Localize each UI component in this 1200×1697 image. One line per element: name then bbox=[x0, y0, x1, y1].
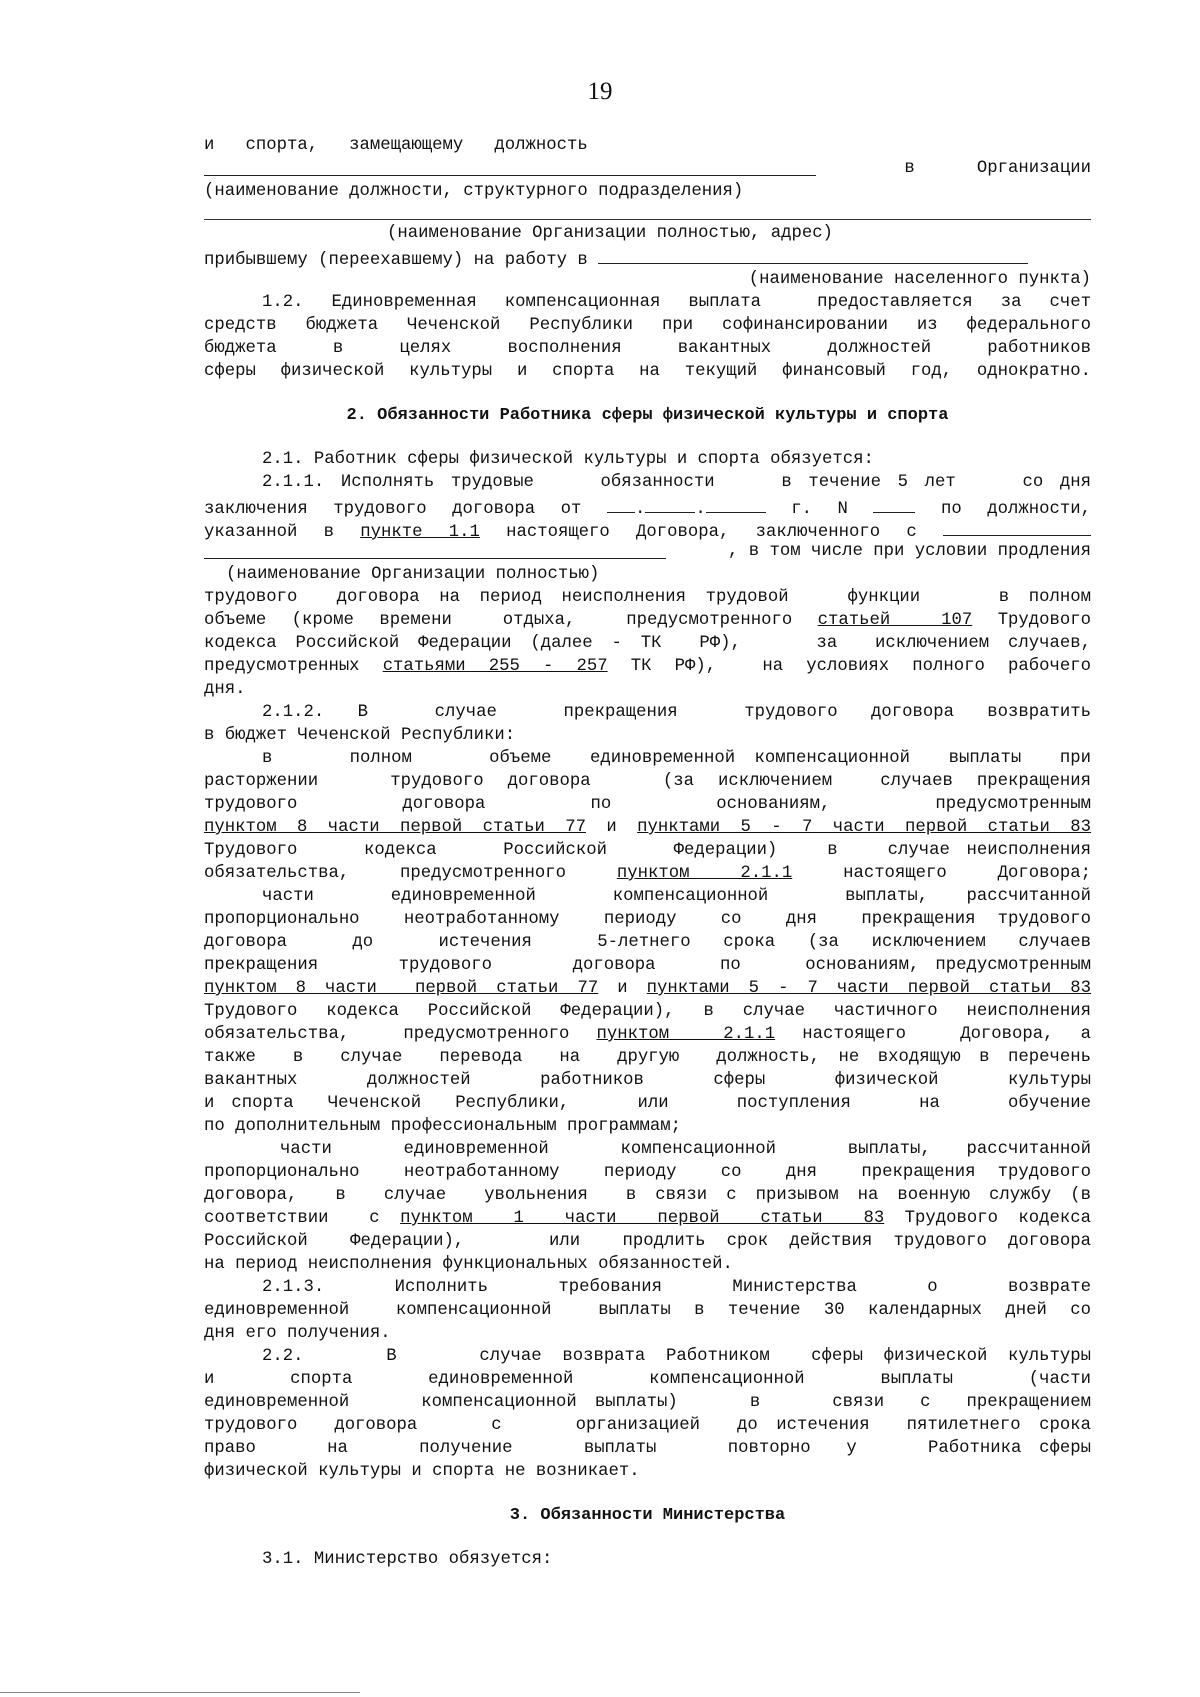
s2-line bbox=[204, 1207, 1091, 1230]
page-number: 19 bbox=[587, 78, 613, 105]
s3-line: 3.1. Министерство обязуется: bbox=[262, 1550, 553, 1569]
link-article-83[interactable]: пунктами 5 - 7 части первой статьи 83 bbox=[637, 818, 1092, 837]
s2-line: пропорционально неотработанному периоду со дня прекращения трудового bbox=[204, 1163, 1091, 1182]
fill-blank-position bbox=[204, 157, 816, 176]
s2-line: трудового договора на период неисполнения трудовой функции в полном bbox=[204, 588, 1091, 607]
header-line-6: (наименование населенного пункта) bbox=[748, 270, 1091, 289]
fill-blank-year bbox=[706, 494, 766, 513]
fill-blank-month bbox=[645, 494, 695, 513]
p1-2-line: сферы физической культуры и спорта на текущий финансовый год, однократно. bbox=[204, 362, 1091, 381]
link-article-77[interactable]: пунктом 8 части первой статьи 77 bbox=[204, 979, 599, 998]
fill-blank-organization bbox=[204, 219, 1091, 220]
s2-line-text: обязательства, предусмотренного bbox=[204, 1025, 570, 1044]
s2-line: дня. bbox=[204, 680, 246, 699]
s2-line: части единовременной компенсационной выплаты, рассчитанной bbox=[262, 887, 1091, 906]
s2-line: 2.1.1. Исполнять трудовые обязанности в течение 5 лет со дня bbox=[262, 473, 1091, 492]
header-line-2-tail: в Организации bbox=[904, 159, 1091, 178]
s2-line: физической культуры и спорта не возникает. bbox=[204, 1462, 640, 1481]
s2-line bbox=[204, 609, 1091, 632]
s2-line: пропорционально неотработанному периоду со дня прекращения трудового bbox=[204, 910, 1091, 929]
s2-line: и спорта единовременной компенсационной выплаты (части bbox=[204, 1370, 1091, 1389]
footnote-rule bbox=[0, 1692, 360, 1693]
s2-line-text: и bbox=[606, 818, 617, 837]
s2-line-text: Трудового кодекса bbox=[904, 1209, 1091, 1228]
s2-line: вакантных должностей работников сферы физической культуры bbox=[204, 1071, 1091, 1090]
p1-2-line: средств бюджета Чеченской Республики при софинансировании из федерального bbox=[204, 316, 1091, 335]
link-article-107[interactable]: статьей 107 bbox=[817, 611, 973, 630]
s2-line: право на получение выплаты повторно у Работника сферы bbox=[204, 1439, 1091, 1458]
s2-line-text: объеме (кроме времени отдыха, предусмотренного bbox=[204, 611, 793, 630]
s2-line: также в случае перевода на другую должность, не входящую в перечень bbox=[204, 1048, 1091, 1067]
s2-line-text: и bbox=[617, 979, 628, 998]
s2-line bbox=[204, 540, 1091, 563]
fill-blank-number bbox=[873, 494, 915, 513]
header-line-5 bbox=[204, 245, 1091, 268]
header-line-4: (наименование Организации полностью, адрес) bbox=[387, 224, 833, 243]
s2-line-text: г. N bbox=[791, 500, 848, 519]
link-article-83-part-1[interactable]: пунктом 1 части первой статьи 83 bbox=[400, 1209, 885, 1228]
s2-line: в бюджет Чеченской Республики: bbox=[204, 726, 516, 745]
s2-line: Трудового кодекса Российской Федерации) в случае неисполнения bbox=[204, 841, 1091, 860]
s2-line-text: обязательства, предусмотренного bbox=[204, 864, 566, 883]
s2-line bbox=[204, 655, 1091, 678]
s2-line: Трудового кодекса Российской Федерации), в случае частичного неисполнения bbox=[204, 1002, 1091, 1021]
s2-line: договора до истечения 5-летнего срока (за исключением случаев bbox=[204, 933, 1091, 952]
s2-line bbox=[204, 816, 1091, 839]
s2-line: договора, в случае увольнения в связи с призывом на военную службу (в bbox=[204, 1186, 1091, 1205]
s2-line: в полном объеме единовременной компенсационной выплаты при bbox=[262, 749, 1091, 768]
fill-blank-day bbox=[607, 494, 635, 513]
p1-2-line: 1.2. Единовременная компенсационная выплата предоставляется за счет bbox=[262, 293, 1091, 312]
s2-line-text: указанной в bbox=[204, 523, 334, 542]
s2-line: заключения трудового договора от . . г. N по должности, bbox=[204, 494, 1091, 517]
s2-line: 2.1. Работник сферы физической культуры и спорта обязуется: bbox=[262, 450, 874, 469]
s2-line: дня его получения. bbox=[204, 1324, 391, 1343]
s2-line-text: , в том числе при условии продления bbox=[728, 542, 1091, 561]
s2-line: Российской Федерации), или продлить срок действия трудового договора bbox=[204, 1232, 1091, 1251]
section-2-title: 2. Обязанности Работника сферы физической культуры и спорта bbox=[346, 406, 949, 425]
s2-line: на период неисполнения функциональных обязанностей. bbox=[204, 1255, 733, 1274]
s2-line-text: соответствии с bbox=[204, 1209, 380, 1228]
s2-line: (наименование Организации полностью) bbox=[226, 565, 600, 584]
s2-line-text: настоящего Договора, а bbox=[802, 1025, 1092, 1044]
s2-line: части единовременной компенсационной выплаты, рассчитанной bbox=[280, 1140, 1091, 1159]
p1-2-line: бюджета в целях восполнения вакантных должностей работников bbox=[204, 339, 1091, 358]
s2-line: 2.1.2. В случае прекращения трудового договора возвратить bbox=[262, 703, 1091, 722]
header-line-1: и спорта, замещающему должность bbox=[204, 136, 588, 155]
s2-line: по дополнительным профессиональным программам; bbox=[204, 1117, 682, 1136]
s2-line-text: настоящего Договора; bbox=[843, 864, 1091, 883]
s2-line: кодекса Российской Федерации (далее - ТК РФ), за исключением случаев, bbox=[204, 634, 1091, 653]
link-article-83[interactable]: пунктами 5 - 7 части первой статьи 83 bbox=[646, 979, 1092, 998]
s2-line: единовременной компенсационной выплаты) в связи с прекращением bbox=[204, 1393, 1091, 1412]
s2-line bbox=[204, 862, 1091, 885]
s2-line: единовременной компенсационной выплаты в течение 30 календарных дней со bbox=[204, 1301, 1091, 1320]
s2-line: 2.2. В случае возврата Работником сферы физической культуры bbox=[262, 1347, 1091, 1366]
s2-line: 2.1.3. Исполнить требования Министерства о возврате bbox=[262, 1278, 1091, 1297]
section-3-title: 3. Обязанности Министерства bbox=[509, 1506, 786, 1525]
s2-line: трудового договора с организацией до истечения пятилетнего срока bbox=[204, 1416, 1091, 1435]
link-clause-1-1[interactable]: пункте 1.1 bbox=[360, 523, 480, 542]
s2-line bbox=[204, 977, 1091, 1000]
header-line-2 bbox=[204, 157, 1091, 180]
s2-line-text: Трудового bbox=[997, 611, 1092, 630]
fill-blank-organization-name bbox=[204, 540, 666, 559]
link-articles-255-257[interactable]: статьями 255 - 257 bbox=[382, 657, 608, 676]
s2-line bbox=[204, 1023, 1091, 1046]
s2-line-text: настоящего Договора, заключенного с bbox=[506, 523, 917, 542]
header-line-3: (наименование должности, структурного подразделения) bbox=[204, 182, 744, 201]
s2-line bbox=[204, 517, 1091, 540]
link-clause-2-1-1[interactable]: пунктом 2.1.1 bbox=[616, 864, 793, 883]
fill-blank-employer bbox=[943, 517, 1091, 536]
document-body bbox=[204, 134, 1091, 1571]
s2-line-text: по должности, bbox=[941, 500, 1091, 519]
s2-line: трудового договора по основаниям, предусмотренным bbox=[204, 795, 1091, 814]
s2-line: и спорта Чеченской Республики, или поступления на обучение bbox=[204, 1094, 1091, 1113]
header-line-5-text: прибывшему (переехавшему) на работу в bbox=[204, 251, 588, 270]
s2-line-text: заключения трудового договора от bbox=[204, 500, 582, 519]
fill-blank-locality bbox=[598, 245, 1028, 264]
link-clause-2-1-1[interactable]: пунктом 2.1.1 bbox=[596, 1025, 776, 1044]
link-article-77[interactable]: пунктом 8 части первой статьи 77 bbox=[204, 818, 586, 837]
s2-line-text: предусмотренных bbox=[204, 657, 360, 676]
s2-line: расторжении трудового договора (за исключением случаев прекращения bbox=[204, 772, 1091, 791]
s2-line-text: ТК РФ), на условиях полного рабочего bbox=[630, 657, 1091, 676]
s2-line: прекращения трудового договора по основаниям, предусмотренным bbox=[204, 956, 1091, 975]
